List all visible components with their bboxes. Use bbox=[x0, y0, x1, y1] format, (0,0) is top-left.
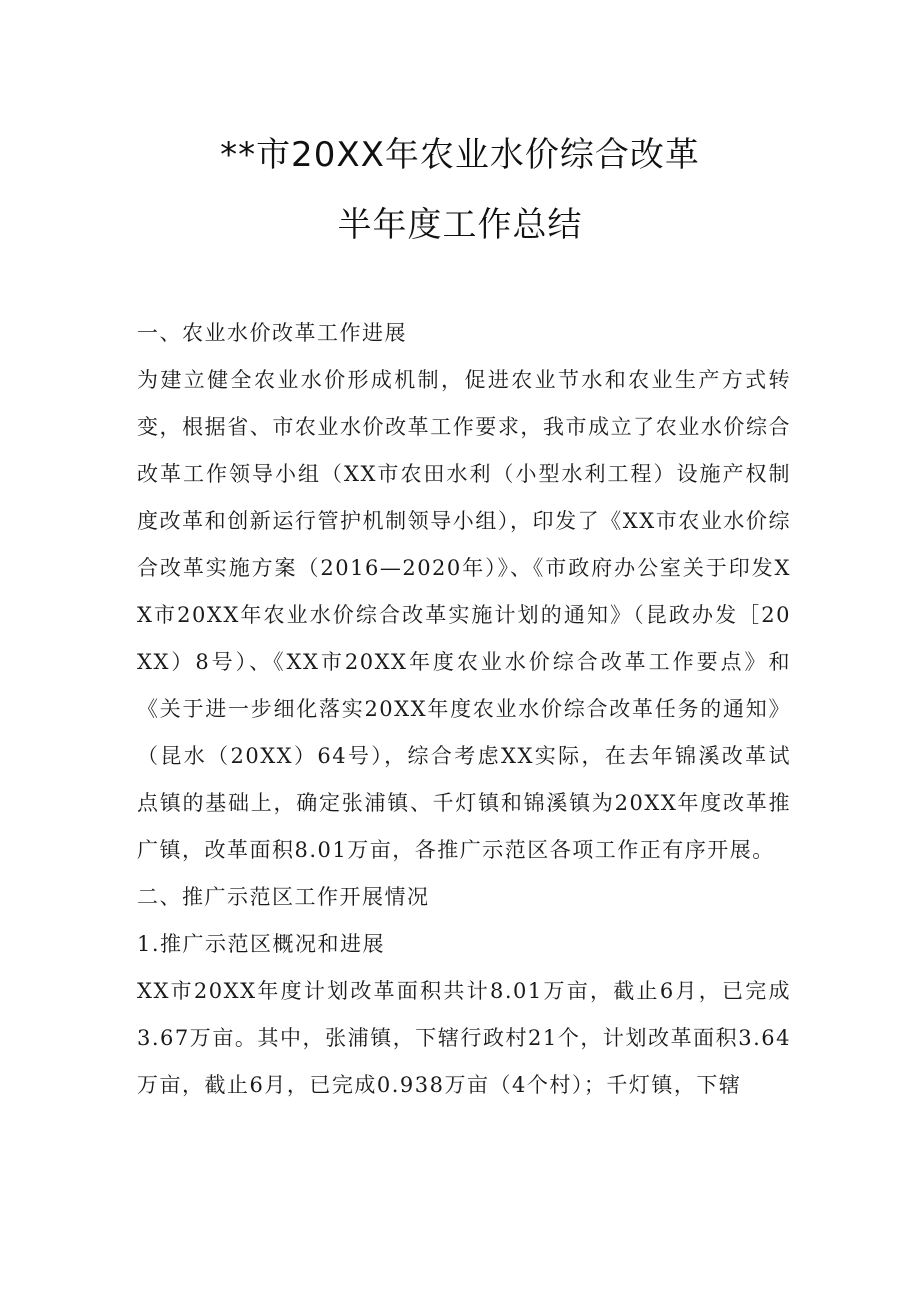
document-title-line-1: **市20XX年农业水价综合改革 bbox=[220, 135, 700, 175]
section-1-paragraph: 为建立健全农业水价形成机制，促进农业节水和农业生产方式转变，根据省、市农业水价改革工作要求，我市成立了农业水价综合改革工作领导小组（XX市农田水利（小型水利工程）设施产权制度改革和创新运行管护机制领导小组），印发了《XX市农业水价综合改革实施方案（2016—2020年）》、《市政府办公室关于印发XX市20XX年农业水价综合改革实施计划的通知》（昆政办发［20XX）8号）、《XX市20XX年度农业水价综合改革工作要点》和《关于进一步细化落实20XX年度农业水价综合改革任务的通知》（昆水（20XX）64号），综合考虑XX实际，在去年锦溪改革试点镇的基础上，确定张浦镇、千灯镇和锦溪镇为20XX年度改革推广镇，改革面积8.01万亩，各推广示范区各项工作正有序开展。 bbox=[137, 368, 791, 862]
section-1-heading: 一、农业水价改革工作进展 bbox=[137, 321, 407, 345]
subsection-1-heading: 1.推广示范区概况和进展 bbox=[137, 932, 386, 956]
document-body bbox=[137, 310, 791, 1109]
subsection-1-paragraph: XX市20XX年度计划改革面积共计8.01万亩，截止6月，已完成3.67万亩。其中，张浦镇，下辖行政村21个，计划改革面积3.64万亩，截止6月，已完成0.938万亩（4个村）；千灯镇，下辖 bbox=[137, 979, 791, 1097]
document-title-line-2: 半年度工作总结 bbox=[337, 205, 583, 245]
section-2-heading: 二、推广示范区工作开展情况 bbox=[137, 885, 430, 909]
